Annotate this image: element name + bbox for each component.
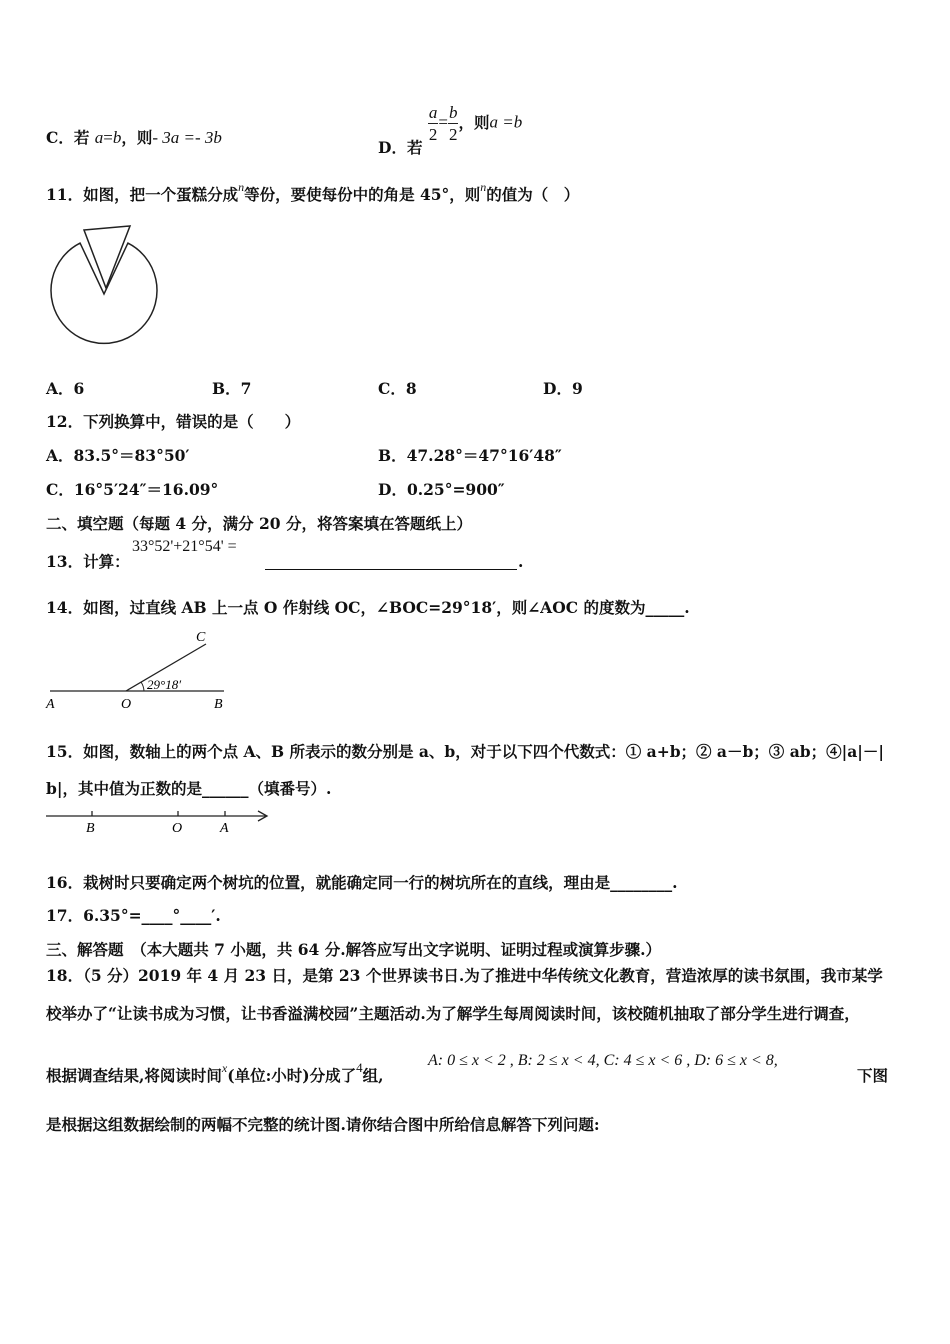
q16-stem: 16．栽树时只要确定两个树坑的位置，就能确定同一行的树坑所在的直线，理由是________. [46, 873, 678, 892]
cake-slice [84, 226, 130, 288]
fraction-a-over-2 [428, 104, 439, 143]
fraction-numerator: a [428, 103, 438, 122]
angle-label: 29°18′ [147, 677, 182, 692]
fraction-b-over-2 [448, 104, 459, 143]
option-d-label: D．若 [378, 137, 423, 157]
q15-line1: 15．如图，数轴上的两个点 A、B 所表示的数分别是 a、b，对于以下四个代数式：① a+b；② a－b；③ ab；④|a|－| [46, 742, 885, 761]
q18-line2: 校举办了“让读书成为习惯，让书香溢满校园”主题活动.为了解学生每周阅读时间，该校随机抽取了部分学生进行调查， [46, 1004, 860, 1023]
angle-arc [141, 682, 144, 691]
q18-line1: 18．（5 分）2019 年 4 月 23 日，是第 23 个世界读书日.为了推进中华传统文化教育，营造浓厚的读书氛围，我市某学 [46, 966, 883, 985]
point-b-label: B [86, 821, 95, 836]
math-eq: = [103, 128, 113, 147]
q18-line3 [46, 1060, 384, 1085]
q18-text-end: 下图 [857, 1066, 889, 1085]
math-var-n: n [480, 180, 487, 194]
q10-option-d [378, 103, 523, 157]
point-o-label: O [121, 697, 132, 712]
math-var-a: a [94, 128, 104, 147]
q13-period: . [518, 552, 524, 571]
q11-text: 的值为（ ） [486, 185, 580, 204]
q11-text: 等份，要使每份中的角是 45°，则 [244, 185, 481, 204]
q11-text: 11．如图，把一个蛋糕分成 [46, 185, 239, 204]
q17-stem: 17．6.35°=____°____′. [46, 906, 221, 925]
q10-option-c [46, 129, 222, 146]
math-var-b: b [112, 128, 122, 147]
q18-text: 组, [362, 1066, 384, 1085]
point-a-label: A [46, 697, 55, 712]
math-expr: a =b [489, 112, 523, 132]
fraction-numerator: b [448, 103, 458, 122]
q13-expression: 33°52'+21°54' = [132, 538, 237, 555]
q14-blank: _____ [645, 598, 685, 617]
then-text: ，则 [458, 112, 490, 132]
q11-stem [46, 180, 580, 204]
q14-stem [46, 600, 690, 616]
angle-figure [44, 626, 244, 716]
q12-option-b: B．47.28°＝47°16′48″ [378, 446, 562, 465]
q14-period: . [684, 598, 690, 617]
q18-groups-expression: A: 0 ≤ x < 2 , B: 2 ≤ x < 4, C: 4 ≤ x < 6 , D: 6 ≤ x < 8, [428, 1052, 778, 1069]
q15-line2: b|，其中值为正数的是______（填番号）. [46, 779, 332, 798]
cake-figure [44, 222, 174, 352]
q13-label: 13．计算： [46, 552, 130, 571]
number-line-figure [44, 806, 274, 838]
point-b-label: B [214, 697, 223, 712]
fraction-denominator: 2 [448, 125, 458, 144]
q12-option-c: C．16°5′24″＝16.09° [46, 480, 219, 499]
q11-option-a: A．6 [46, 379, 85, 398]
math-number-4: 4 [356, 1060, 363, 1075]
fraction-bar [428, 123, 439, 124]
point-a-label: A [220, 821, 229, 836]
q12-option-d: D．0.25°=900″ [378, 480, 505, 499]
q18-line4: 是根据这组数据绘制的两幅不完整的统计图.请你结合图中所给信息解答下列问题: [46, 1115, 600, 1134]
q14-text: 14．如图，过直线 AB 上一点 O 作射线 OC，∠BOC=29°18′，则∠AOC 的度数为 [46, 598, 646, 617]
q13-answer-blank [265, 555, 517, 570]
q11-option-d: D．9 [543, 379, 583, 398]
q18-text: 根据调查结果,将阅读时间 [46, 1066, 222, 1085]
point-c-label: C [196, 630, 206, 645]
q12-option-a: A．83.5°＝83°50′ [46, 446, 190, 465]
fraction-denominator: 2 [428, 125, 438, 144]
q12-stem: 12．下列换算中，错误的是（ ） [46, 412, 301, 431]
math-var-x: x [221, 1061, 228, 1075]
math-eq: = [438, 112, 448, 132]
section-heading-fill-in: 二、填空题（每题 4 分，满分 20 分，将答案填在答题纸上） [46, 514, 472, 533]
math-var-n: n [238, 180, 245, 194]
q11-option-b: B．7 [212, 379, 252, 398]
q11-option-c: C．8 [378, 379, 417, 398]
point-o-label: O [172, 821, 183, 836]
then-text: ，则 [121, 128, 153, 147]
math-expr: - 3a =- 3b [152, 128, 222, 147]
option-c-label: C．若 [46, 128, 90, 147]
q18-text: (单位:小时)分成了 [227, 1066, 357, 1085]
section-heading-answers: 三、解答题 （本大题共 7 小题，共 64 分.解答应写出文字说明、证明过程或演算步骤.） [46, 940, 661, 959]
fraction-bar [448, 123, 459, 124]
